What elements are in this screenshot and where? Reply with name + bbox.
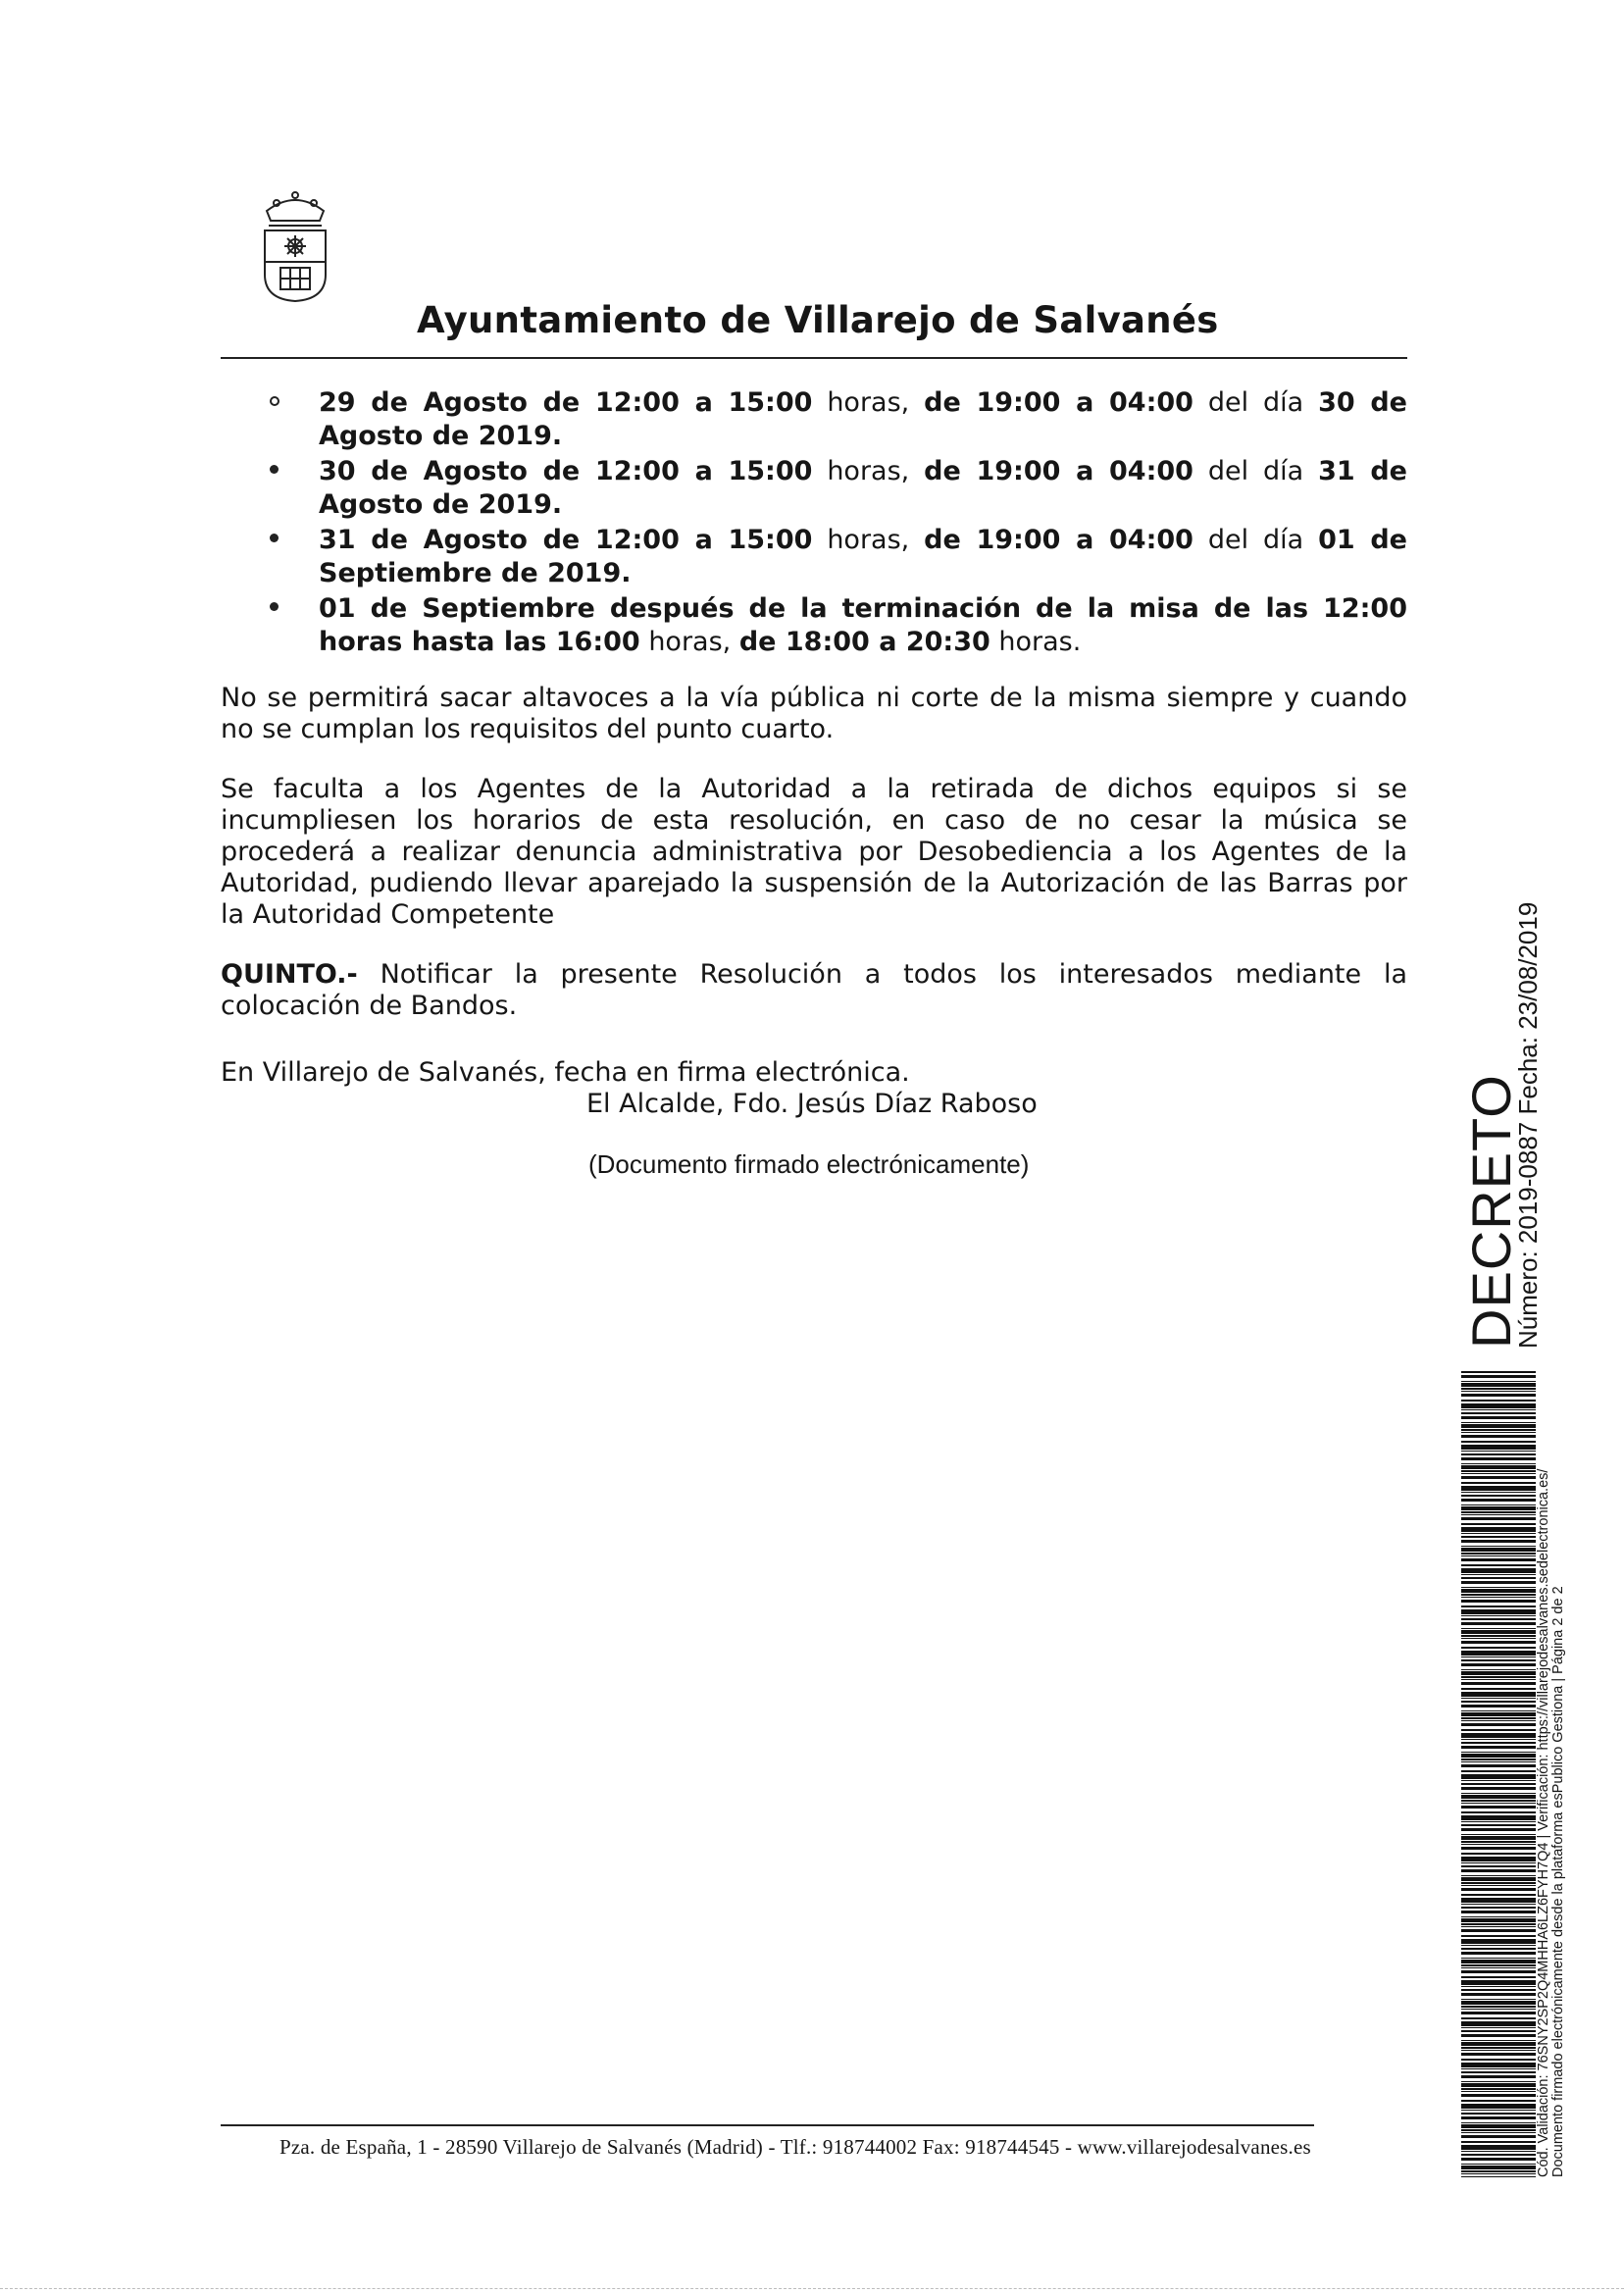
quinto-text: Notificar la presente Resolución a todos los interesados mediante la colocación de Bandos. bbox=[221, 959, 1407, 1021]
platform-note: Documento firmado electrónicamente desde la plataforma esPublico Gestiona | Página 2 de 2 bbox=[1550, 1586, 1566, 2177]
list-item: 01 de Septiembre después de la terminación de la misa de las 12:00 horas hasta las 16:00 horas, de 18:00 a 20:30 horas. bbox=[211, 592, 1407, 659]
bullet-icon bbox=[270, 602, 279, 611]
stamp-number-date: Número: 2019-0887 Fecha: 23/08/2019 bbox=[1513, 901, 1543, 1349]
speakers-paragraph: No se permitirá sacar altavoces a la vía pública ni corte de la misma siempre y cuando no se cumplan los requisitos del punto cuarto. bbox=[221, 683, 1407, 744]
list-item: 30 de Agosto de 12:00 a 15:00 horas, de 19:00 a 04:00 del día 31 de Agosto de 2019. bbox=[211, 455, 1407, 522]
bullet-icon bbox=[270, 534, 279, 542]
agents-paragraph: Se faculta a los Agentes de la Autoridad a la retirada de dichos equipos si se incumpliesen los horarios de esta resolución, en caso de no cesar la música se procederá a realizar denuncia administrativa por Desobediencia a los Agentes de la Autoridad, pudiendo llevar aparejado la suspensión de la Autorización de las Barras por la Autoridad Competente bbox=[221, 774, 1407, 930]
bullet-icon bbox=[270, 465, 279, 474]
quinto-paragraph bbox=[221, 959, 1407, 1022]
place-date: En Villarejo de Salvanés, fecha en firma electrónica. bbox=[221, 1057, 910, 1088]
stamp-type: DECRETO bbox=[1460, 1074, 1522, 1349]
quinto-label: QUINTO.- bbox=[221, 959, 358, 990]
list-item: 31 de Agosto de 12:00 a 15:00 horas, de 19:00 a 04:00 del día 01 de Septiembre de 2019. bbox=[211, 524, 1407, 590]
footer-divider bbox=[221, 2124, 1314, 2126]
bullet-icon bbox=[270, 396, 279, 406]
list-item: 29 de Agosto de 12:00 a 15:00 horas, de 19:00 a 04:00 del día 30 de Agosto de 2019. bbox=[211, 386, 1407, 453]
barcode-icon bbox=[1461, 1371, 1536, 2177]
schedule-list bbox=[211, 386, 1407, 661]
header-divider bbox=[221, 357, 1407, 359]
page-title: Ayuntamiento de Villarejo de Salvanés bbox=[417, 299, 1219, 341]
signature-line: El Alcalde, Fdo. Jesús Díaz Raboso bbox=[586, 1089, 1038, 1119]
signed-note: (Documento firmado electrónicamente) bbox=[588, 1149, 1030, 1179]
footer-address: Pza. de España, 1 - 28590 Villarejo de Salvanés (Madrid) - Tlf.: 918744002 Fax: 918744545 - www.villarejodesalvanes.es bbox=[279, 2135, 1311, 2159]
coat-of-arms-icon bbox=[257, 181, 333, 304]
scan-edge bbox=[0, 2288, 1624, 2289]
validation-code: Cód. Validación: 76SNY2SP2Q4MHHA6LZ6FYH7Q4 | Verificación: https://villarejodesalvanes.sedelectronica.es/ bbox=[1536, 1468, 1551, 2177]
